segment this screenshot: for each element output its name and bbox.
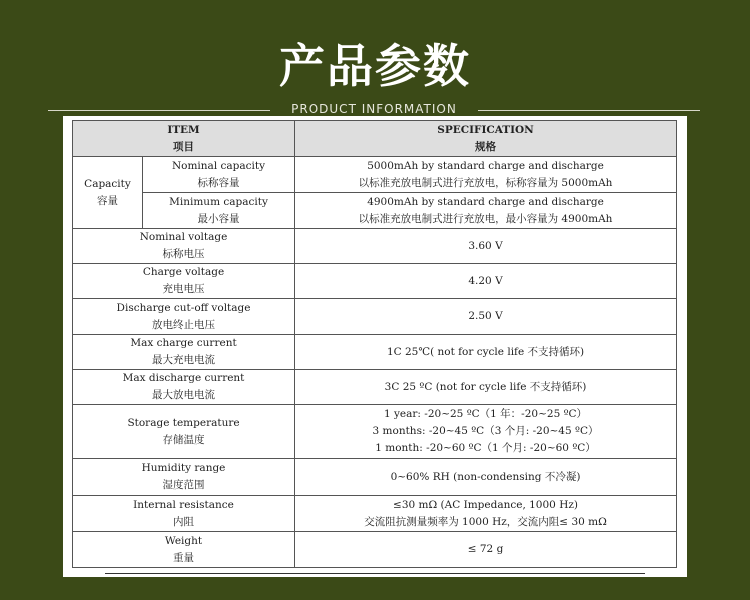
spec-table <box>72 120 677 568</box>
spec-cell: 1 year: -20~25 ºC（1 年：-20~25 ºC） 3 months: -20~45 ºC（3 个月: -20~45 ºC） 1 month: -20~60 ºC（1 个月: -20~60 ºC） <box>295 405 677 459</box>
spec-cell: 0~60% RH (non-condensing 不冷凝) <box>295 459 677 496</box>
table-row <box>73 370 677 405</box>
item-cell: Internal resistance 内阻 <box>73 496 295 532</box>
spec-sheet <box>63 116 687 577</box>
spec-cell: 1C 25℃( not for cycle life 不支持循环) <box>295 335 677 370</box>
table-row <box>73 299 677 335</box>
table-row <box>73 532 677 568</box>
item-cell: Nominal capacity 标称容量 <box>143 157 295 193</box>
page-title: 产品参数 <box>279 39 471 93</box>
spec-cell: 2.50 V <box>295 299 677 335</box>
subtitle-divider-left <box>48 110 270 111</box>
spec-cell: 4900mAh by standard charge and discharge 以标准充放电制式进行充放电，最小容量为 4900mAh <box>295 193 677 229</box>
table-row <box>73 229 677 264</box>
capacity-group-label: Capacity 容量 <box>73 157 143 229</box>
item-cell: Storage temperature 存储温度 <box>73 405 295 459</box>
table-row <box>73 157 677 193</box>
subtitle-divider-right <box>478 110 700 111</box>
item-cell: Max charge current 最大充电电流 <box>73 335 295 370</box>
spec-cell: 3.60 V <box>295 229 677 264</box>
page-subtitle: PRODUCT INFORMATION <box>291 102 457 116</box>
bottom-rule <box>105 573 645 574</box>
item-cell: Humidity range 湿度范围 <box>73 459 295 496</box>
table-row <box>73 496 677 532</box>
item-cell: Max discharge current 最大放电电流 <box>73 370 295 405</box>
item-cell: Charge voltage 充电电压 <box>73 264 295 299</box>
table-row <box>73 459 677 496</box>
table-row <box>73 335 677 370</box>
header-specification: SPECIFICATION 规格 <box>295 121 677 157</box>
spec-cell: 3C 25 ºC (not for cycle life 不支持循环) <box>295 370 677 405</box>
item-cell: Nominal voltage 标称电压 <box>73 229 295 264</box>
table-row <box>73 405 677 459</box>
item-cell: Minimum capacity 最小容量 <box>143 193 295 229</box>
table-header-row <box>73 121 677 157</box>
header-item: ITEM 项目 <box>73 121 295 157</box>
item-cell: Discharge cut-off voltage 放电终止电压 <box>73 299 295 335</box>
spec-cell: ≤ 72 g <box>295 532 677 568</box>
spec-cell: 5000mAh by standard charge and discharge 以标准充放电制式进行充放电，标称容量为 5000mAh <box>295 157 677 193</box>
spec-cell: ≤30 mΩ (AC Impedance, 1000 Hz) 交流阻抗测量频率为 1000 Hz，交流内阻≤ 30 mΩ <box>295 496 677 532</box>
item-cell: Weight 重量 <box>73 532 295 568</box>
spec-cell: 4.20 V <box>295 264 677 299</box>
table-row <box>73 193 677 229</box>
table-row <box>73 264 677 299</box>
